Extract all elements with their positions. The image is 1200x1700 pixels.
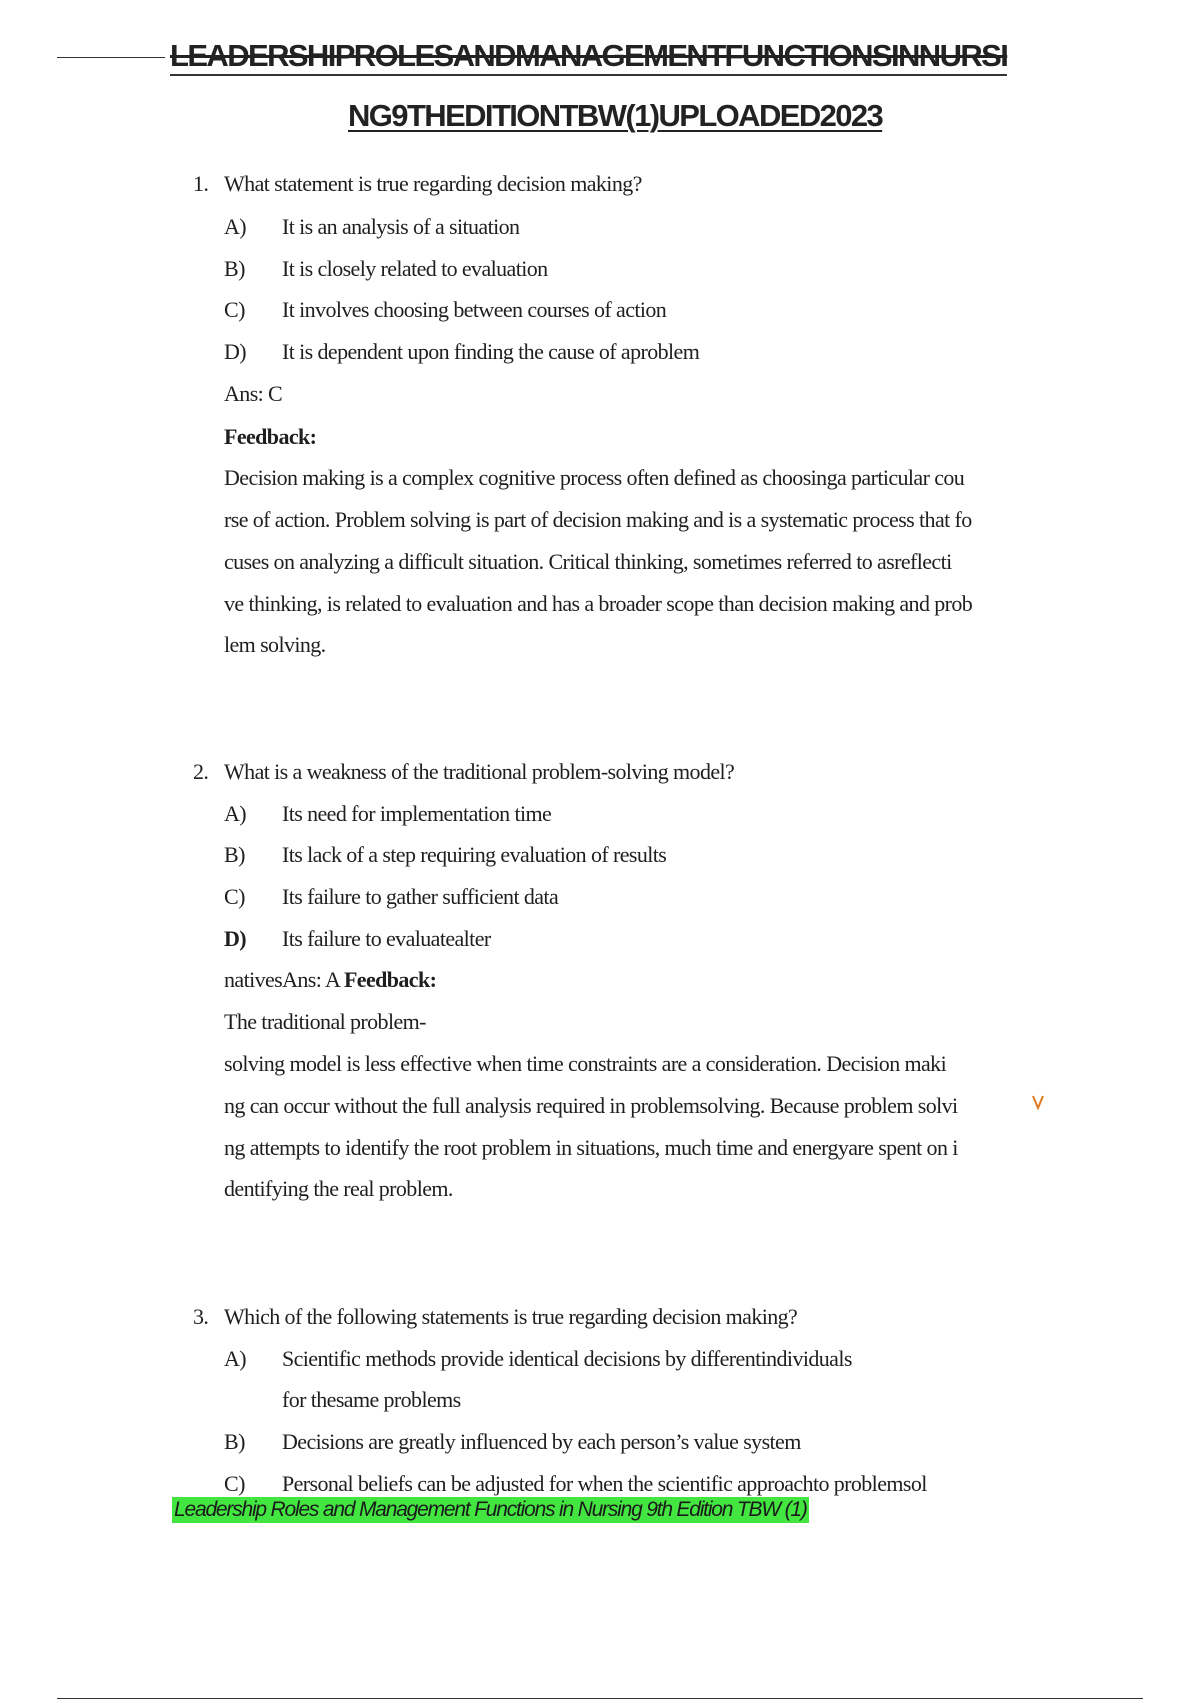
- question-1-option-a-label: A): [224, 214, 247, 239]
- question-1-feedback-line: lem solving.: [224, 632, 326, 657]
- question-2-option-d-label: D): [224, 926, 247, 951]
- question-2-feedback-line: dentifying the real problem.: [224, 1176, 453, 1201]
- question-2-option-d-text: Its failure to evaluatealter: [282, 926, 491, 951]
- bottom-rule: [57, 1698, 1143, 1699]
- question-1-option-b-label: B): [224, 256, 245, 281]
- question-2-option-b-text: Its lack of a step requiring evaluation of results: [282, 842, 667, 867]
- document-title-line1: LEADERSHIPROLESANDMANAGEMENTFUNCTIONSINNURSI: [170, 38, 1007, 76]
- question-2-feedback-label: Feedback:: [343, 967, 437, 992]
- question-1-option-d-text: It is dependent upon finding the cause of aproblem: [282, 339, 700, 364]
- question-1-text: What statement is true regarding decision making?: [224, 171, 642, 196]
- question-2-option-a-label: A): [224, 801, 247, 826]
- question-2-option-c-text: Its failure to gather sufficient data: [282, 884, 559, 909]
- question-2-number: 2.: [193, 759, 209, 784]
- question-1-number: 1.: [193, 171, 209, 196]
- question-1-feedback-line: Decision making is a complex cognitive process often defined as choosinga particular cou: [224, 465, 965, 490]
- question-1-option-d-label: D): [224, 339, 247, 364]
- question-3-option-a-text-continued: for thesame problems: [282, 1387, 461, 1412]
- question-1-feedback-line: ve thinking, is related to evaluation and has a broader scope than decision making and prob: [224, 591, 973, 616]
- question-2-answer: nativesAns: A: [224, 967, 340, 992]
- question-2-feedback-line: ng can occur without the full analysis required in problemsolving. Because problem solvi: [224, 1093, 958, 1118]
- top-rule: [57, 57, 165, 58]
- question-2-answer-line: [224, 966, 436, 994]
- question-1-option-a-text: It is an analysis of a situation: [282, 214, 520, 239]
- question-2-feedback-line: The traditional problem-: [224, 1009, 426, 1034]
- question-2-option-b-label: B): [224, 842, 245, 867]
- question-3-option-b-text: Decisions are greatly influenced by each person’s value system: [282, 1429, 801, 1454]
- question-2-feedback-line: solving model is less effective when time constraints are a consideration. Decision maki: [224, 1051, 947, 1076]
- question-2-text: What is a weakness of the traditional problem-solving model?: [224, 759, 735, 784]
- question-2-option-c-label: C): [224, 884, 245, 909]
- annotation-mark-icon: [1032, 1094, 1044, 1110]
- question-1-feedback-label: Feedback:: [224, 424, 317, 449]
- question-1-option-c-text: It involves choosing between courses of action: [282, 297, 667, 322]
- question-1-option-c-label: C): [224, 297, 245, 322]
- question-3-option-c-label: C): [224, 1471, 245, 1496]
- question-1-answer: Ans: C: [224, 381, 283, 406]
- question-2-option-a-text: Its need for implementation time: [282, 801, 552, 826]
- question-3-text: Which of the following statements is true regarding decision making?: [224, 1304, 798, 1329]
- footer-highlight: Leadership Roles and Management Functions in Nursing 9th Edition TBW (1): [174, 1498, 807, 1521]
- question-1-feedback-line: rse of action. Problem solving is part of decision making and is a systematic process that fo: [224, 507, 972, 532]
- question-1-feedback-line: cuses on analyzing a difficult situation. Critical thinking, sometimes referred to asreflecti: [224, 549, 952, 574]
- question-3-number: 3.: [193, 1304, 209, 1329]
- question-3-option-a-label: A): [224, 1346, 247, 1371]
- question-2-feedback-line: ng attempts to identify the root problem in situations, much time and energyare spent on i: [224, 1135, 958, 1160]
- question-3-option-a-text: Scientific methods provide identical decisions by differentindividuals: [282, 1346, 852, 1371]
- question-1-option-b-text: It is closely related to evaluation: [282, 256, 548, 281]
- question-3-option-c-text: Personal beliefs can be adjusted for when the scientific approachto problemsol: [282, 1471, 927, 1496]
- document-title-line2: NG9THEDITIONTBW(1)UPLOADED2023: [348, 98, 883, 133]
- question-3-option-b-label: B): [224, 1429, 245, 1454]
